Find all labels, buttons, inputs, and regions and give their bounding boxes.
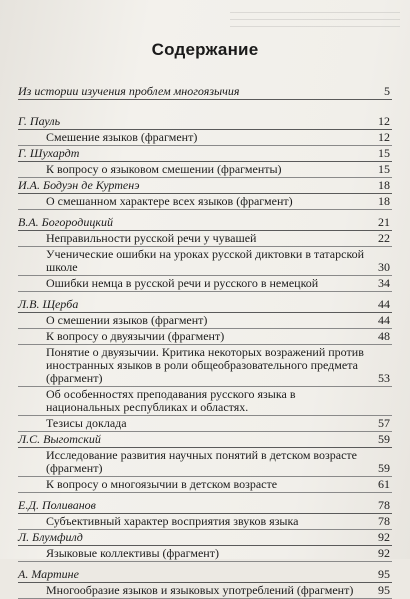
toc-work-row bbox=[18, 448, 392, 477]
toc-intro-page: 5 bbox=[384, 84, 390, 98]
work-title: К вопросу о многоязычии в детском возрасте bbox=[46, 477, 278, 491]
work-page: 78 bbox=[378, 514, 390, 528]
work-page: 57 bbox=[378, 416, 390, 430]
author-name: Г. Шухардт bbox=[18, 146, 80, 160]
toc-work-row bbox=[18, 345, 392, 387]
toc-work-row bbox=[18, 514, 392, 530]
toc-work-row bbox=[18, 416, 392, 432]
work-page: 44 bbox=[378, 313, 390, 327]
work-title: Субъективный характер восприятия звуков языка bbox=[46, 514, 299, 528]
work-page: 30 bbox=[378, 260, 390, 274]
author-name: А. Мартине bbox=[18, 567, 79, 581]
toc-work-row bbox=[18, 313, 392, 329]
toc-work-row bbox=[18, 247, 392, 276]
author-page: 59 bbox=[378, 432, 390, 446]
work-page: 34 bbox=[378, 276, 390, 290]
toc-author-row bbox=[18, 530, 392, 546]
work-title: Языковые коллективы (фрагмент) bbox=[46, 546, 219, 560]
toc-author-row bbox=[18, 215, 392, 231]
work-title: Ученические ошибки на уроках русской диктовки в татарской школе bbox=[46, 247, 365, 274]
author-page: 15 bbox=[378, 146, 390, 160]
work-page: 48 bbox=[378, 329, 390, 343]
author-page: 95 bbox=[378, 567, 390, 581]
work-page: 12 bbox=[378, 130, 390, 144]
work-title: К вопросу о двуязычии (фрагмент) bbox=[46, 329, 225, 343]
work-page: 92 bbox=[378, 546, 390, 560]
toc-author-row bbox=[18, 498, 392, 514]
toc-intro-text: Из истории изучения проблем многоязычия bbox=[18, 84, 240, 98]
work-title: Исследование развития научных понятий в детском возрасте (фрагмент) bbox=[46, 448, 357, 475]
work-page: 18 bbox=[378, 194, 390, 208]
work-title: О смешанном характере всех языков (фрагмент) bbox=[46, 194, 293, 208]
toc-work-row bbox=[18, 162, 392, 178]
toc-author-row bbox=[18, 432, 392, 448]
work-title: Об особенностях преподавания русского языка в национальных республиках и областях. bbox=[46, 387, 296, 414]
work-page: 59 bbox=[378, 461, 390, 475]
toc-author-row bbox=[18, 178, 392, 194]
toc-work-row bbox=[18, 546, 392, 562]
work-title: Ошибки немца в русской речи и русского в немецкой bbox=[46, 276, 319, 290]
toc-work-row bbox=[18, 276, 392, 292]
toc-work-row bbox=[18, 130, 392, 146]
work-page: 95 bbox=[378, 583, 390, 597]
work-title: Многообразие языков и языковых употреблений (фрагмент) bbox=[46, 583, 354, 597]
author-name: Л.В. Щерба bbox=[18, 297, 79, 311]
author-page: 92 bbox=[378, 530, 390, 544]
toc-author-row bbox=[18, 114, 392, 130]
work-title: Тезисы доклада bbox=[46, 416, 127, 430]
toc-author-row bbox=[18, 297, 392, 313]
author-name: Л. Блумфилд bbox=[18, 530, 83, 544]
toc-intro-row bbox=[18, 84, 392, 100]
bleed-through-lines bbox=[230, 6, 400, 34]
author-name: Е.Д. Поливанов bbox=[18, 498, 96, 512]
toc-work-row bbox=[18, 583, 392, 599]
toc-work-row bbox=[18, 329, 392, 345]
work-title: Неправильности русской речи у чувашей bbox=[46, 231, 257, 245]
author-name: Л.С. Выготский bbox=[18, 432, 101, 446]
author-page: 21 bbox=[378, 215, 390, 229]
toc-author-row bbox=[18, 567, 392, 583]
work-page: 61 bbox=[378, 477, 390, 491]
author-page: 12 bbox=[378, 114, 390, 128]
author-name: Г. Пауль bbox=[18, 114, 61, 128]
toc-work-row bbox=[18, 387, 392, 416]
table-of-contents bbox=[18, 84, 392, 599]
author-page: 78 bbox=[378, 498, 390, 512]
work-page: 15 bbox=[378, 162, 390, 176]
author-name: В.А. Богородицкий bbox=[18, 215, 113, 229]
author-name: И.А. Бодуэн де Куртенэ bbox=[18, 178, 140, 192]
author-page: 18 bbox=[378, 178, 390, 192]
work-page: 22 bbox=[378, 231, 390, 245]
work-title: О смешении языков (фрагмент) bbox=[46, 313, 208, 327]
author-page: 44 bbox=[378, 297, 390, 311]
work-title: Понятие о двуязычии. Критика некоторых возражений против иностранных языков в роли общеобразовательного предмета (фрагмент) bbox=[46, 345, 364, 385]
toc-work-row bbox=[18, 231, 392, 247]
work-title: Смешение языков (фрагмент) bbox=[46, 130, 198, 144]
work-title: К вопросу о языковом смешении (фрагменты) bbox=[46, 162, 282, 176]
work-page: 53 bbox=[378, 371, 390, 385]
toc-work-row bbox=[18, 477, 392, 493]
toc-author-row bbox=[18, 146, 392, 162]
toc-work-row bbox=[18, 194, 392, 210]
page-title: Содержание bbox=[151, 40, 259, 59]
